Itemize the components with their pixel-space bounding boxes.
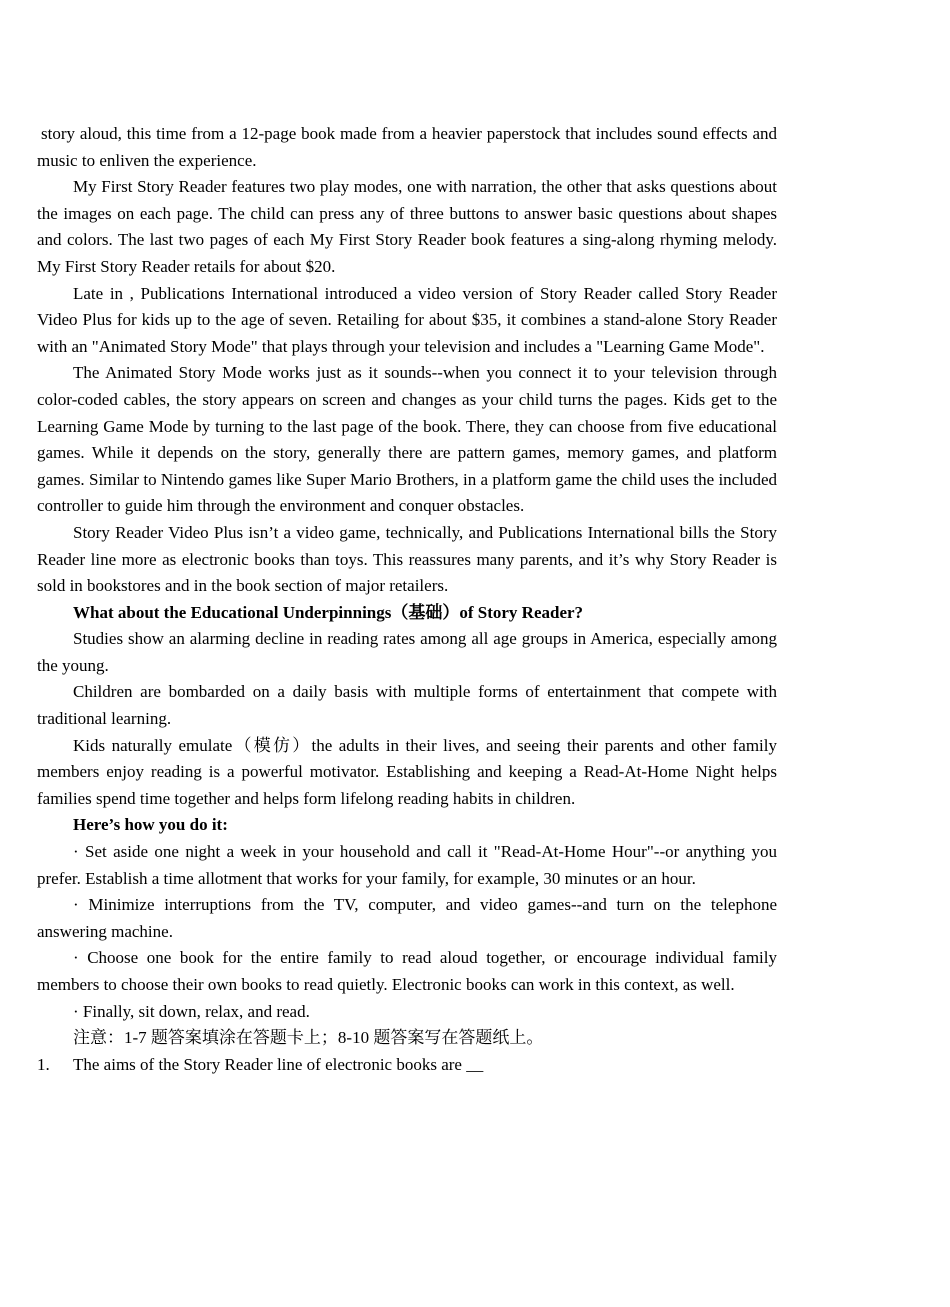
bullet-set-aside-night: · Set aside one night a week in your household and call it "Read-At-Home Hour"--or anything you prefer. Establish a time allotment that works for your family, for example, 30 minutes or an hour.	[37, 842, 777, 888]
paragraph-my-first-story-reader: My First Story Reader features two play modes, one with narration, the other that asks questions about the images on each page. The child can press any of three buttons to answer basic questions about shapes and colors. The last two pages of each My First Story Reader book features a sing-along rhyming melody. My First Story Reader retails for about $20.	[37, 177, 777, 276]
bullet-sit-down: · Finally, sit down, relax, and read.	[73, 1001, 310, 1021]
question-item	[37, 1052, 777, 1079]
paragraph-video-plus: Late in , Publications International introduced a video version of Story Reader called Story Reader Video Plus for kids up to the age of seven. Retailing for about $35, it combines a stand-alone Story Reader with an "Animated Story Mode" that plays through your television and includes a "Learning Game Mode".	[37, 283, 777, 356]
section-heading-how-to: Here’s how you do it:	[73, 815, 228, 835]
section-heading-educational: What about the Educational Underpinnings（基础）of Story Reader?	[73, 602, 584, 622]
question-text: The aims of the Story Reader line of electronic books are __	[73, 1054, 484, 1074]
bullet-choose-book: · Choose one book for the entire family to read aloud together, or encourage individual family members to choose their own books to read quietly. Electronic books can work in this context, as well.	[37, 948, 777, 994]
bullet-minimize-interruptions: · Minimize interruptions from the TV, computer, and video games--and turn on the telephone answering machine.	[37, 895, 777, 941]
paragraph-emulate: Kids naturally emulate（模仿）the adults in their lives, and seeing their parents and other family members enjoy reading is a powerful motivator. Establishing and keeping a Read-At-Home Night helps families spend time together and helps form lifelong reading habits in children.	[37, 735, 777, 808]
paragraph-animated-story-mode: The Animated Story Mode works just as it sounds--when you connect it to your television through color-coded cables, the story appears on screen and changes as your child turns the pages. Kids get to the Learning Game Mode by turning to the last page of the book. There, they can choose from five educational games. While it depends on the story, generally there are pattern games, memory games, and platform games. Similar to Nintendo games like Super Mario Brothers, in a platform game the child uses the included controller to guide him through the environment and conquer obstacles.	[37, 363, 777, 516]
paragraph-continuation: story aloud, this time from a 12-page book made from a heavier paperstock that includes sound effects and music to enliven the experience.	[37, 124, 777, 170]
document-page	[37, 121, 777, 1078]
paragraph-not-a-video-game: Story Reader Video Plus isn’t a video game, technically, and Publications International bills the Story Reader line more as electronic books than toys. This reassures many parents, and it’s why Story Reader is sold in bookstores and in the book section of major retailers.	[37, 522, 777, 596]
paragraph-bombarded: Children are bombarded on a daily basis with multiple forms of entertainment that compete with traditional learning.	[37, 682, 777, 729]
paragraph-reading-decline: Studies show an alarming decline in reading rates among all age groups in America, especially among the young.	[37, 629, 777, 675]
question-number: 1.	[37, 1054, 50, 1074]
answer-instructions-note: 注意：1-7 题答案填涂在答题卡上；8-10 题答案写在答题纸上。	[73, 1028, 544, 1048]
